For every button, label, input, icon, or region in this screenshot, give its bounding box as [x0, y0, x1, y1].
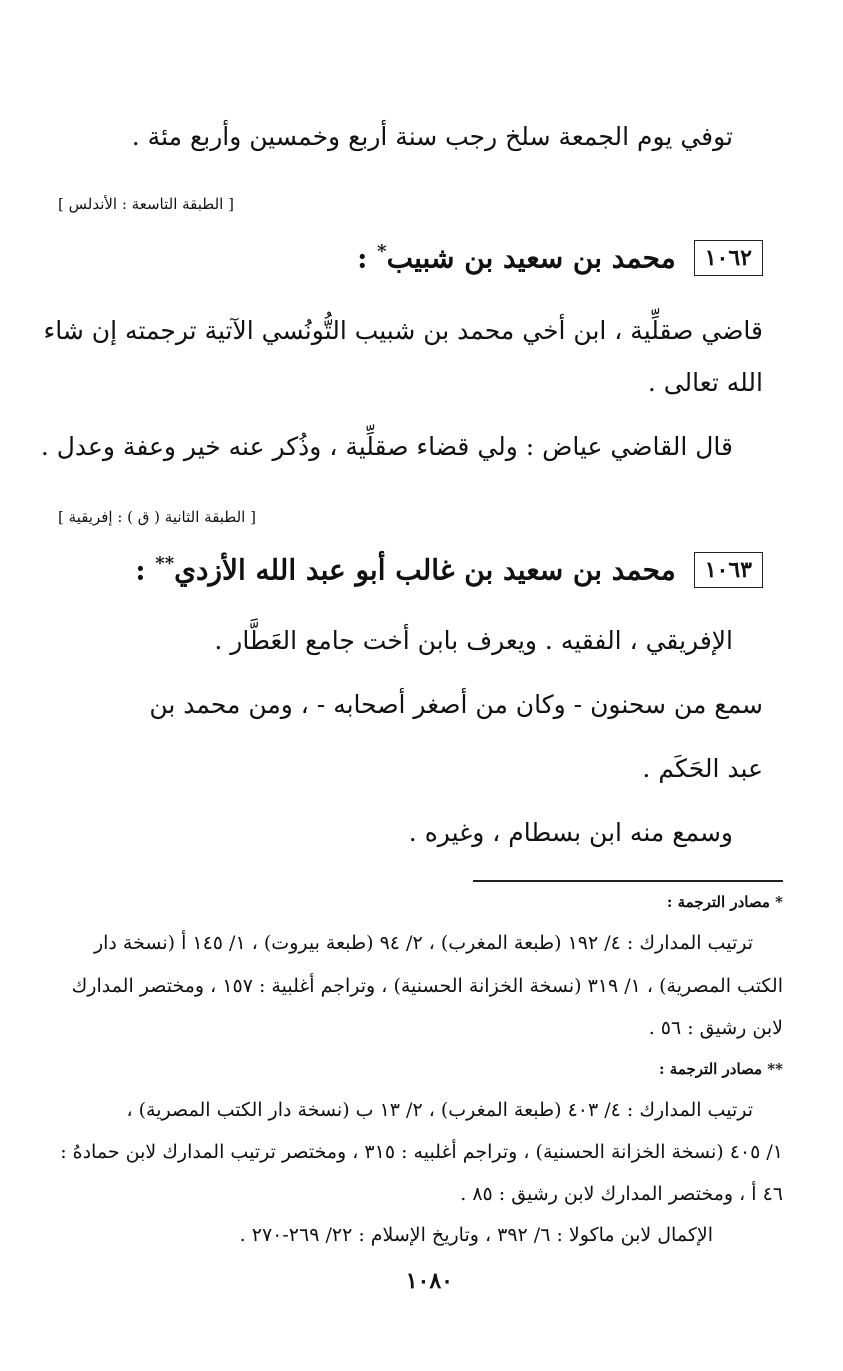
footnote-1-line-2: الكتب المصرية) ، ١/ ٣١٩ (نسخة الخزانة الحسنية) ، وتراجم أغلبية : ١٥٧ ، ومختصر المدارك: [71, 975, 783, 997]
footnote-2-line-2: ١/ ٤٠٥ (نسخة الخزانة الحسنية) ، وتراجم أغلبيه : ٣١٥ ، ومختصر ترتيب المدارك لابن حمادهُ :: [60, 1141, 783, 1163]
entry-1-number: ١٠٦٢: [694, 240, 763, 276]
entry-1-name-text: محمد بن سعيد بن شبيب: [386, 241, 676, 275]
entry-2-line-4: وسمع منه ابن بسطام ، وغيره .: [408, 818, 733, 847]
footnote-2-line-1: ترتيب المدارك : ٤/ ٤٠٣ (طبعة المغرب) ، ٢/ ١٣ ب (نسخة دار الكتب المصرية) ،: [126, 1099, 753, 1121]
entry-1-tag: [ الطبقة التاسعة : الأندلس ]: [58, 195, 234, 213]
page-number: ١٠٨٠: [405, 1268, 453, 1294]
intro-line: توفي يوم الجمعة سلخ رجب سنة أربع وخمسين وأربع مئة .: [131, 122, 733, 151]
entry-2-line-1: الإفريقي ، الفقيه . ويعرف بابن أخت جامع العَطَّار .: [214, 626, 733, 655]
entry-2-number: ١٠٦٣: [694, 552, 763, 588]
entry-1-line-3: قال القاضي عياض : ولي قضاء صقلِّية ، وذُكر عنه خير وعفة وعدل .: [40, 432, 733, 461]
entry-2-name: محمد بن سعيد بن غالب أبو عبد الله الأزدي** :: [135, 553, 676, 587]
entry-1-marker: *: [377, 241, 387, 263]
entry-1-line-1: قاضي صقلِّية ، ابن أخي محمد بن شبيب التُّونُسي الآتية ترجمته إن شاء: [43, 316, 763, 345]
entry-1-heading: [357, 240, 763, 276]
footnote-2-heading: ** مصادر الترجمة :: [659, 1060, 783, 1078]
footnote-1-line-3: لابن رشيق : ٥٦ .: [648, 1017, 783, 1039]
footnote-divider: [473, 880, 783, 882]
entry-1-line-2: الله تعالى .: [647, 368, 763, 397]
footnote-1-line-1: ترتيب المدارك : ٤/ ١٩٢ (طبعة المغرب) ، ٢/ ٩٤ (طبعة بيروت) ، ١/ ١٤٥ أ (نسخة دار: [93, 932, 753, 954]
footnote-2-line-4: الإكمال لابن ماكولا : ٦/ ٣٩٢ ، وتاريخ الإسلام : ٢٢/ ٢٦٩-٢٧٠ .: [239, 1224, 713, 1246]
entry-2-name-text: محمد بن سعيد بن غالب أبو عبد الله الأزدي: [174, 553, 676, 587]
entry-1-name: محمد بن سعيد بن شبيب* :: [357, 241, 676, 275]
entry-2-marker: **: [155, 553, 175, 575]
footnote-2-line-3: ٤٦ أ ، ومختصر المدارك لابن رشيق : ٨٥ .: [460, 1183, 783, 1205]
entry-2-tag: [ الطبقة الثانية ( ق ) : إفريقية ]: [58, 508, 256, 526]
footnote-1-heading: * مصادر الترجمة :: [666, 893, 783, 911]
entry-2-line-2: سمع من سحنون - وكان من أصغر أصحابه - ، ومن محمد بن: [149, 690, 763, 719]
entry-2-line-3: عبد الحَكَم .: [642, 754, 763, 783]
entry-2-heading: [135, 552, 763, 588]
